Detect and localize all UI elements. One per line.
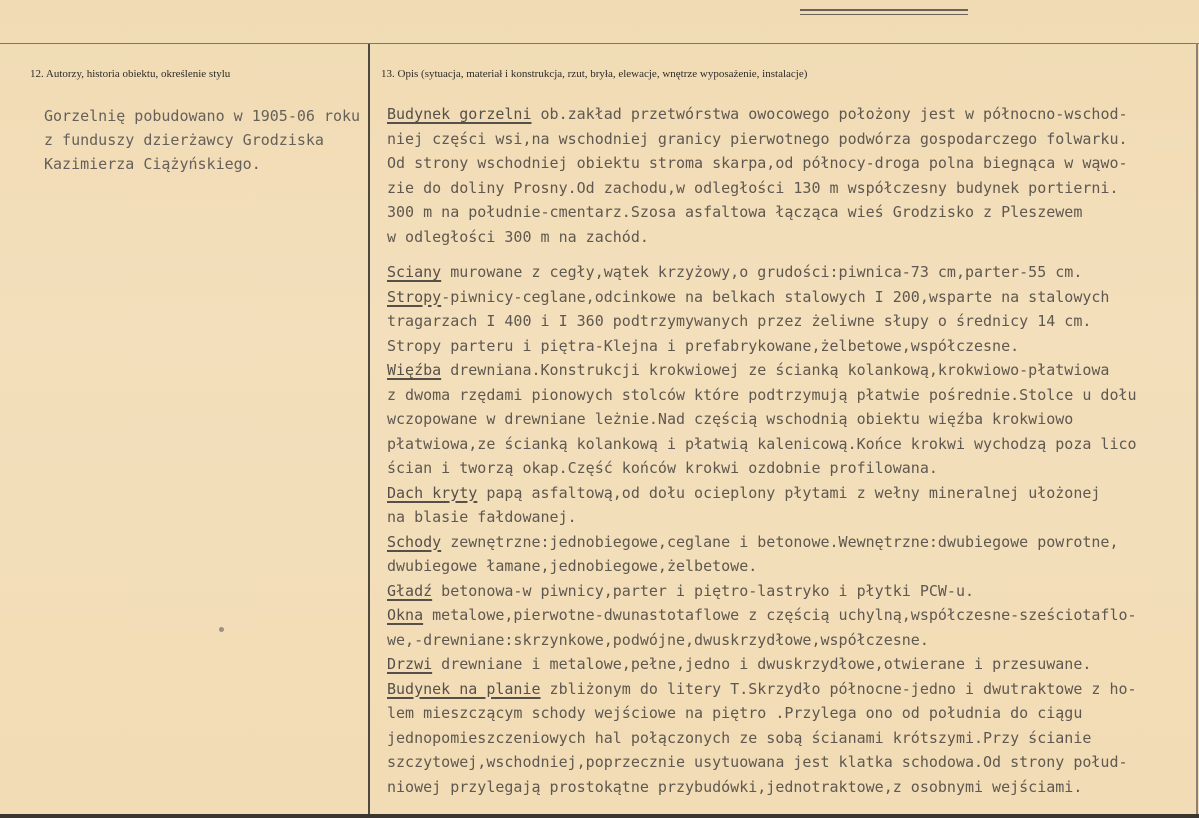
- text-line: szczytowej,wschodniej,poprzecznie usytuowana jest klatka schodowa.Od strony połud-: [387, 753, 1128, 771]
- text-line: z dwoma rzędami pionowych stolców które podtrzymują płatwie pośrednie.Stolce u dołu: [387, 385, 1137, 404]
- top-edge-mark: [800, 9, 968, 15]
- keyword: Dach kryty: [387, 483, 478, 502]
- text-line: niej części wsi,na wschodniej granicy pierwotnego podwórza gospodarczego folwarku.: [387, 129, 1128, 148]
- text-line: wczopowane w drewniane leżnie.Nad częścią wschodnią obiektu więźba krokwiowo: [387, 410, 1074, 428]
- text-line: w odległości 300 m na zachód.: [387, 227, 649, 246]
- text-line: Sciany murowane z cegły,wątek krzyżowy,o grudości:piwnica-73 cm,parter-55 cm.: [387, 263, 1083, 281]
- text-line: we,-drewniane:skrzynkowe,podwójne,dwuskrzydłowe,współczesne.: [387, 630, 929, 649]
- history-line: z funduszy dzierżawcy Grodziska: [44, 131, 324, 149]
- history-line: Kazimierza Ciążyńskiego.: [44, 155, 261, 173]
- keyword: Drzwi: [387, 655, 433, 673]
- top-rule: [0, 43, 1199, 44]
- keyword: Budynek na planie: [387, 679, 541, 698]
- text-line: Więźba drewniana.Konstrukcji krokwiowej ze ścianką kolankową,krokwiowo-płatwiowa: [387, 361, 1110, 379]
- text-line: dwubiegowe łamane,jednobiegowe,żelbetowe.: [387, 557, 758, 575]
- text-line: Od strony wschodniej obiektu stroma skarpa,od północy-droga polna biegnąca w wąwo-: [387, 154, 1128, 172]
- text-line: Budynek na planie zbliżonym do litery T.Skrzydło północne-jedno i dwutraktowe z ho-: [387, 679, 1137, 698]
- keyword: Okna: [387, 606, 424, 624]
- text-line: jednopomieszczeniowych hal połączonych ze sobą ścianami krótszymi.Przy ścianie: [387, 728, 1092, 747]
- text-line: niowej przylegają prostokątne przybudówki,jednotraktowe,z osobnymi wejściami.: [387, 777, 1083, 796]
- section-12-body: [44, 104, 366, 176]
- text-line: zie do doliny Prosny.Od zachodu,w odległości 130 m współczesny budynek portierni.: [387, 178, 1119, 197]
- text-line: płatwiowa,ze ścianką kolankową i płatwią kalenicową.Końce krokwi wychodzą poza lico: [387, 434, 1137, 453]
- text-line: Okna metalowe,pierwotne-dwunastotaflowe z częścią uchylną,współczesne-sześciotaflo-: [387, 606, 1137, 624]
- text-line: ścian i tworzą okap.Część końców krokwi ozdobnie profilowana.: [387, 459, 938, 477]
- keyword: Więźba: [387, 361, 442, 379]
- text-line: Drzwi drewniane i metalowe,pełne,jedno i dwuskrzydłowe,otwierane i przesuwane.: [387, 655, 1092, 673]
- keyword: Stropy: [387, 287, 442, 306]
- column-divider: [368, 44, 370, 818]
- keyword: Budynek gorzelni: [387, 105, 532, 123]
- right-border: [1196, 43, 1198, 818]
- text-line: Dach kryty papą asfaltową,od dołu ocieplony płytami z wełny mineralnej ułożonej: [387, 483, 1101, 502]
- text-line: lem mieszczącym schody wejściowe na piętro .Przylega ono od południa do ciągu: [387, 704, 1083, 722]
- text-line: Gładź betonowa-w piwnicy,parter i piętro-lastryko i płytki PCW-u.: [387, 581, 975, 600]
- keyword: Schody: [387, 532, 442, 551]
- bottom-border: [0, 814, 1199, 818]
- text-line: Stropy parteru i piętra-Klejna i prefabrykowane,żelbetowe,współczesne.: [387, 336, 1020, 355]
- text-line: Stropy-piwnicy-ceglane,odcinkowe na belkach stalowych I 200,wsparte na stalowych: [387, 287, 1110, 306]
- keyword: Sciany: [387, 263, 442, 281]
- text-line: Budynek gorzelni ob.zakład przetwórstwa owocowego położony jest w północno-wschod-: [387, 105, 1128, 123]
- section-13-body: [387, 102, 1192, 799]
- keyword: Gładź: [387, 581, 433, 600]
- text-line: 300 m na południe-cmentarz.Szosa asfaltowa łącząca wieś Grodzisko z Pleszewem: [387, 203, 1083, 221]
- text-line: Schody zewnętrzne:jednobiegowe,ceglane i betonowe.Wewnętrzne:dwubiegowe powrotne,: [387, 532, 1119, 551]
- text-line: na blasie fałdowanej.: [387, 508, 577, 526]
- history-line: Gorzelnię pobudowano w 1905-06 roku: [44, 107, 361, 125]
- section-13-heading: 13. Opis (sytuacja, materiał i konstrukcja, rzut, bryła, elewacje, wnętrze wyposażenie, instalacje): [381, 68, 808, 80]
- ink-dot: [219, 627, 224, 632]
- text-line: tragarzach I 400 i I 360 podtrzymywanych przez żeliwne słupy o średnicy 14 cm.: [387, 312, 1092, 330]
- section-12-heading: 12. Autorzy, historia obiektu, określenie stylu: [30, 68, 231, 80]
